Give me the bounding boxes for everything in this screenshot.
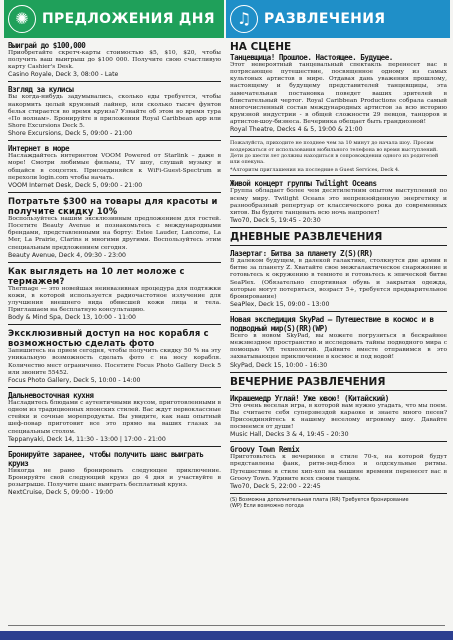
offer-body: Приобретайте скретч-карты стоимостью $5, $10, $20, чтобы получить ваш выигрыш до $100 000. Получите свою счастливую карту Cashier's Desk. bbox=[8, 50, 221, 71]
bottom-band bbox=[0, 631, 453, 640]
offer-heading: Потратьте $300 на товары для красоты и получите скидку 10% bbox=[8, 195, 218, 216]
offer-body: Запишитесь на прием сегодня, чтобы получить скидку 50 % на эту уникальную возможность сделать фото с на носу корабля. Количество мест ограничено. Посетите Focus Photo Gallery Deck 5 или звоните 55452. bbox=[8, 348, 221, 376]
entertainment-title: РАЗВЛЕЧЕНИЯ bbox=[264, 11, 386, 27]
divider bbox=[8, 81, 221, 82]
offer-lottery bbox=[8, 41, 221, 79]
show-meta: Royal Theatre, Decks 4 & 5, 19:00 & 21:00 bbox=[230, 126, 363, 134]
activity-body: Приготовьтесь к вечеринке в стиле 70-х, на которой будут представлены фанк, ритм-энд-блюз и олдскульные ритмы. Путешествие в стиле хип-хоп на машине времени перенесет вас в Groovy Town. Удивите всех своим танцем. bbox=[230, 454, 447, 482]
show-heading: Танцевщица! Прошлое. Настоящее. Будущее. bbox=[230, 53, 393, 62]
offer-bow-photo bbox=[8, 328, 221, 385]
activity-body: Это очень веселая игра, в которой вам нужно угадать, что мы поем. Вы считаете себя суперзвездой караоке и знаете много песен? Присоединяйтесь к нашему веселому игровому шоу. Давайте посмеемся от души! bbox=[230, 402, 447, 431]
offer-meta: Focus Photo Gallery, Deck 5, 10:00 - 14:00 bbox=[8, 376, 141, 384]
offer-meta: Teppanyaki, Deck 14, 11:30 - 13:00 | 17:00 - 21:00 bbox=[8, 435, 166, 443]
daytime-heading: ДНЕВНЫЕ РАЗВЛЕЧЕНИЯ bbox=[230, 231, 383, 244]
divider bbox=[8, 324, 221, 325]
divider bbox=[230, 136, 447, 137]
party-body: Группа обладает более чем десятилетним опытом выступлений по всему миру. Twilight Oceans это непревзойденную энергетику и разнообразный репертуар от классического рока до современных хитов. Вы будете танцевать всю ночь напролет! bbox=[230, 188, 447, 216]
star-badge-icon: ✺ bbox=[8, 5, 36, 33]
offer-heading: Выиграй до $100,000 bbox=[8, 41, 86, 50]
party-heading: Живой концерт группы Twilight Oceans bbox=[230, 179, 377, 189]
legend-footnote: (WP) Если возможно погода bbox=[230, 502, 304, 509]
music-note-badge-icon: ♫ bbox=[230, 5, 258, 33]
offers-column bbox=[4, 0, 224, 640]
show-dancer bbox=[230, 53, 447, 134]
activity-meta: Music Hall, Decks 3 & 4, 19:45 - 20:30 bbox=[230, 431, 349, 439]
divider bbox=[8, 262, 221, 263]
offer-thermage bbox=[8, 266, 221, 323]
offer-internet bbox=[8, 144, 221, 190]
offer-body: Thermage — это новейшая неинвазивная процедура для подтяжки кожи, в которой используется радиочастотное излучение для улучшения внешнего вида обвисшей кожи лица и тела. Приглашаем на бесплатную консультацию. bbox=[8, 285, 221, 314]
divider bbox=[230, 372, 447, 373]
legend-footnote: (S) Возможна дополнительная плата (RR) Требуется бронирование bbox=[230, 496, 409, 503]
activity-meta: SeaPlex, Deck 15, 09:00 - 13:00 bbox=[230, 300, 330, 308]
offer-body: Насладитесь блюдами с аутентичными вкусом, приготовленными в одном из традиционных японских стилей. Вас ждут первоклассные стейки и сочные морепродукты. Вы увидите, как наш опытный шеф-повар приготовит все это прямо на ваших глазах за специальным столом. bbox=[8, 399, 221, 435]
offer-body: Воспользуйтесь нашим эксклюзивным предложением для гостей. Посетите Beauty Avenue и познакомьтесь с международными брендами, представленными на борту: Estee Lauder, Lancome, La Mer, La Prairie, Clarins и многими другими. Воспользуйтесь этим специальным предложением сегодня. bbox=[8, 215, 221, 251]
offers-title: ПРЕДЛОЖЕНИЯ ДНЯ bbox=[42, 11, 215, 27]
activity-karaoke bbox=[230, 394, 447, 440]
offer-meta: Body & Mind Spa, Deck 13, 10:00 - 11:00 bbox=[8, 314, 136, 322]
activity-heading: Новая экспедиция SkyPad – Путешествие в космос и в подводный мир(S)(RR)(WP) bbox=[230, 314, 434, 333]
stage-heading: НА СЦЕНЕ bbox=[230, 41, 292, 53]
activity-heading: Groovy Town Remix bbox=[230, 445, 300, 455]
divider bbox=[230, 175, 447, 176]
activity-heading: Икрашемедр Углай! Уже ювою! (Китайский) bbox=[230, 393, 389, 403]
offer-body: Никогда не рано бронировать следующее приключение. Бронируйте свой следующий круиз до 4 дня и участвуйте в розыгрыше. Получите шанс выиграть бесплатный круиз. bbox=[8, 467, 221, 488]
offer-meta: Beauty Avenue, Deck 4, 09:30 - 23:00 bbox=[8, 251, 126, 259]
divider bbox=[230, 245, 447, 246]
divider bbox=[230, 311, 447, 312]
offer-heading: Как выглядеть на 10 лет моложе с термажем? bbox=[8, 265, 185, 286]
divider bbox=[230, 227, 447, 228]
offer-heading: Эксклюзивный доступ на нос корабля с возможностью сделать фото bbox=[8, 328, 209, 349]
activity-groovy-town bbox=[230, 445, 447, 491]
activity-skypad bbox=[230, 315, 447, 370]
activity-body: Всего в новом SkyPad, вы можете погрузиться в бескрайнее межзвездное пространство и исследовать тайны подводного мира с помощью VR технологий. Дайвите вместе отправимся в это захватывающее приключение в космос и под водой! bbox=[230, 332, 447, 361]
divider bbox=[8, 387, 221, 388]
offers-banner bbox=[4, 0, 224, 38]
activity-meta: Two70, Deck 5, 22:00 - 22:45 bbox=[230, 482, 321, 490]
activity-heading: Лазертаг: Битва за планету Z(S)(RR) bbox=[230, 249, 373, 259]
guest-services-note: *Алгоритм приглашения на последние в Guest Services, Deck 4. bbox=[230, 167, 400, 174]
divider bbox=[230, 493, 447, 494]
offer-meta: VOOM Internet Desk, Deck 5, 09:00 - 21:00 bbox=[8, 181, 143, 189]
offer-backstage bbox=[8, 85, 221, 138]
show-note: Пожалуйста, приходите не позднее чем за 10 минут до начала шоу. Просим воздержаться от использования мобильного телефона во время выступлений. Дети до шести лет должны находиться в сопровождении одного из родителей или опекуна. bbox=[230, 140, 439, 166]
divider bbox=[230, 390, 447, 391]
entertainment-banner bbox=[226, 0, 450, 38]
offer-meta: Casino Royale, Deck 3, 08:00 - Late bbox=[8, 71, 119, 79]
offer-meta: NextCruise, Deck 5, 09:00 - 19:00 bbox=[8, 489, 114, 497]
divider bbox=[8, 192, 221, 193]
entertainment-column bbox=[226, 0, 450, 640]
offer-heading: Бронируйте заранее, чтобы получить шанс выиграть круиз bbox=[8, 449, 204, 468]
activity-body: В далеком будущем, в далекой галактике, столкнутся две армии в битве за планету Z. Хватайте свое межгалактическое снаряжение и готовьтесь к окружению в темноте и готовьтесь к эпической битве SeaPlex. (Обязательно спортивная обувь и закрытая одежда, которые могут потеряться, возраст 5+, требуется предварительное бронирование) bbox=[230, 258, 447, 300]
offer-nextcruise bbox=[8, 450, 221, 497]
divider bbox=[8, 140, 221, 141]
offer-heading: Взгляд за кулисы bbox=[8, 85, 74, 95]
offer-body: Наслаждайтесь интернетом VOOM Powered от Starlink – даже в море! Смотри любимые фильмы, TV шоу, слушай музыку и общайся в соцсетях. Присоединяйся к WiFi-Guest-Spectrum и перехоли login.com чтобы начать. bbox=[8, 153, 221, 181]
bottom-rule bbox=[8, 625, 445, 626]
offer-beauty bbox=[8, 196, 221, 260]
offer-meta: Shore Excursions, Deck 5, 09:00 - 21:00 bbox=[8, 130, 133, 138]
show-body: Этот невероятный танцевальный спектакль перенесет вас в потрясающее путешествие, посвященное одному из самых культовых артистов в мире. Отдавая дань уважения прошлому, настоящему и будущему представителей танцевщицы, эта замечательная постановка поведет ваших зрителей в блистательный чертог. Royal Caribbean Productions собрала самый многочисленный состав международных артистов за всю историю круизной индустрии - в общей сложности 29 певцов, танцоров и артистов-шоу-бизнеса. Вечеринка обещает быть грандиозной! bbox=[230, 62, 447, 126]
offer-heading: Дальневосточная кухня bbox=[8, 390, 94, 400]
activity-meta: SkyPad, Deck 15, 10:00 - 16:30 bbox=[230, 361, 328, 369]
activity-lasertag bbox=[230, 249, 447, 309]
offer-heading: Интернет в море bbox=[8, 144, 70, 154]
party-meta: Two70, Deck 5, 19:45 - 20:30 bbox=[230, 217, 321, 225]
offer-body: Вы когда-нибудь задумывались, сколько еды требуется, чтобы накормить целый круизный лайнер, или сколько тысяч фунтов белья стирается во время круиза? Узнайте об этом во время тура «По волнам». Бронируйте в приложении Royal Caribbean app или Shore Excursions Deck 5. bbox=[8, 94, 221, 130]
offer-teppanyaki bbox=[8, 391, 221, 444]
evening-heading: ВЕЧЕРНИЕ РАЗВЛЕЧЕНИЯ bbox=[230, 375, 386, 388]
party-concert bbox=[230, 179, 447, 225]
divider bbox=[230, 441, 447, 442]
divider bbox=[8, 446, 221, 447]
